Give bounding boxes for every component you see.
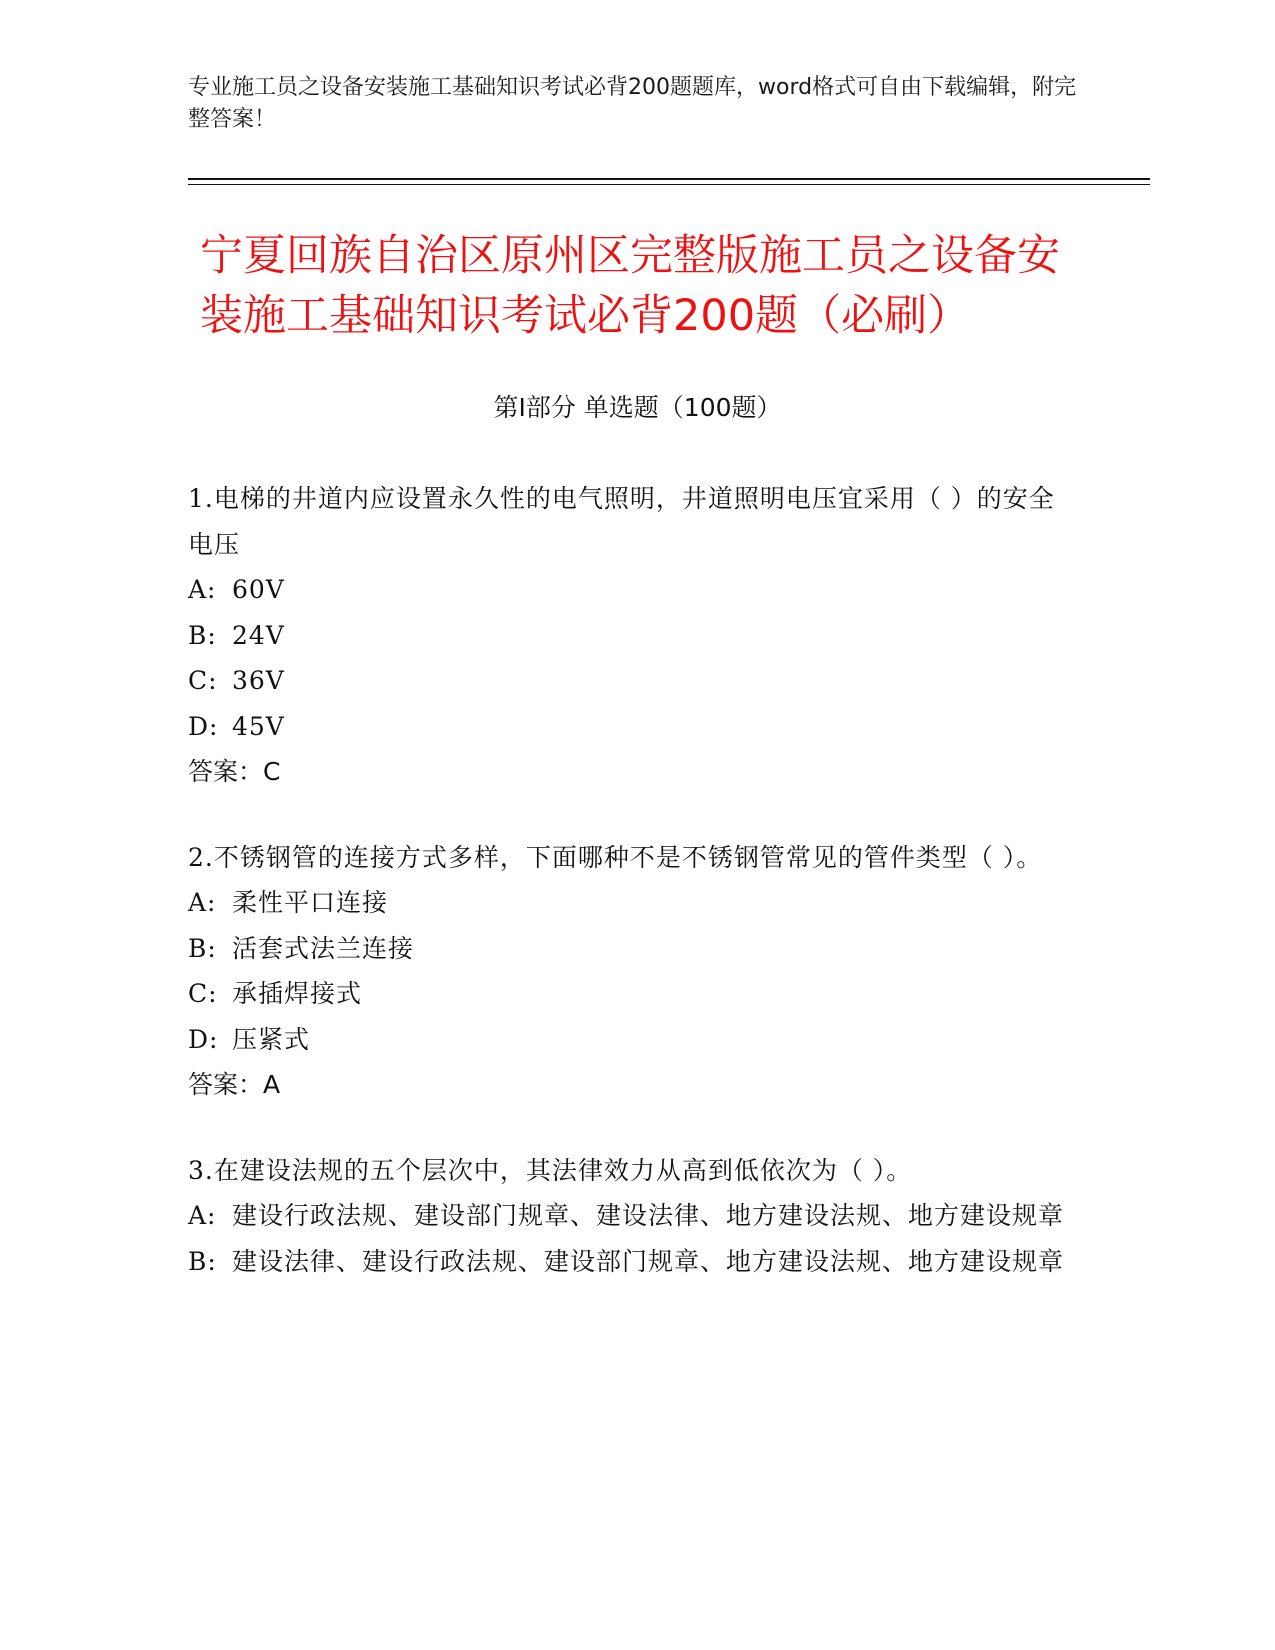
option-c (188, 971, 1068, 1017)
answer-line: 答案：C (188, 757, 281, 786)
option-text: 承插焊接式 (232, 979, 363, 1008)
option-key: D: (188, 711, 219, 741)
option-key: C: (188, 979, 218, 1008)
question-stem: 3.在建设法规的五个层次中，其法律效力从高到低依次为（ ）。 (188, 1155, 913, 1185)
option-b (188, 1239, 1068, 1285)
option-c (188, 658, 1068, 704)
option-b (188, 613, 1068, 659)
option-d (188, 1017, 1068, 1063)
option-a (188, 1193, 1068, 1239)
option-a (188, 567, 1068, 613)
question-1 (188, 476, 1068, 795)
option-text: 建设法律、建设行政法规、建设部门规章、地方建设法规、地方建设规章 (232, 1246, 1065, 1276)
option-a (188, 880, 1068, 926)
option-text: 24V (232, 620, 285, 650)
header-rule (188, 178, 1150, 180)
option-text: 36V (232, 666, 285, 695)
question-stem: 2.不锈钢管的连接方式多样，下面哪种不是不锈钢管常见的管件类型（ ）。 (188, 842, 1043, 872)
answer-line: 答案：A (188, 1070, 281, 1099)
option-key: D: (188, 1024, 219, 1054)
option-key: B: (188, 1246, 217, 1276)
option-text: 柔性平口连接 (232, 888, 389, 917)
option-key: A: (188, 575, 217, 604)
option-key: A: (188, 888, 217, 917)
option-text: 压紧式 (232, 1024, 311, 1054)
question-3 (188, 1148, 1068, 1285)
section-title: 第Ⅰ部分 单选题（100题） (493, 393, 782, 422)
option-text: 活套式法兰连接 (232, 933, 415, 963)
question-stem: 1.电梯的井道内应设置永久性的电气照明，井道照明电压宜采用（ ）的安全电压 (188, 484, 1055, 559)
option-key: A: (188, 1201, 217, 1230)
question-list (188, 476, 1068, 1324)
option-d (188, 704, 1068, 750)
option-key: B: (188, 933, 217, 963)
option-key: B: (188, 620, 217, 650)
header-rule-thin (188, 184, 1150, 185)
question-2 (188, 835, 1068, 1108)
option-text: 60V (232, 575, 285, 604)
option-key: C: (188, 666, 218, 695)
header-note: 专业施工员之设备安装施工基础知识考试必背200题题库，word格式可自由下载编辑，附完整答案！ (188, 75, 1077, 132)
option-b (188, 926, 1068, 972)
document-title: 宁夏回族自治区原州区完整版施工员之设备安装施工基础知识考试必背200题（必刷） (200, 231, 1060, 341)
option-text: 建设行政法规、建设部门规章、建设法律、地方建设法规、地方建设规章 (232, 1201, 1065, 1230)
option-text: 45V (232, 711, 285, 741)
